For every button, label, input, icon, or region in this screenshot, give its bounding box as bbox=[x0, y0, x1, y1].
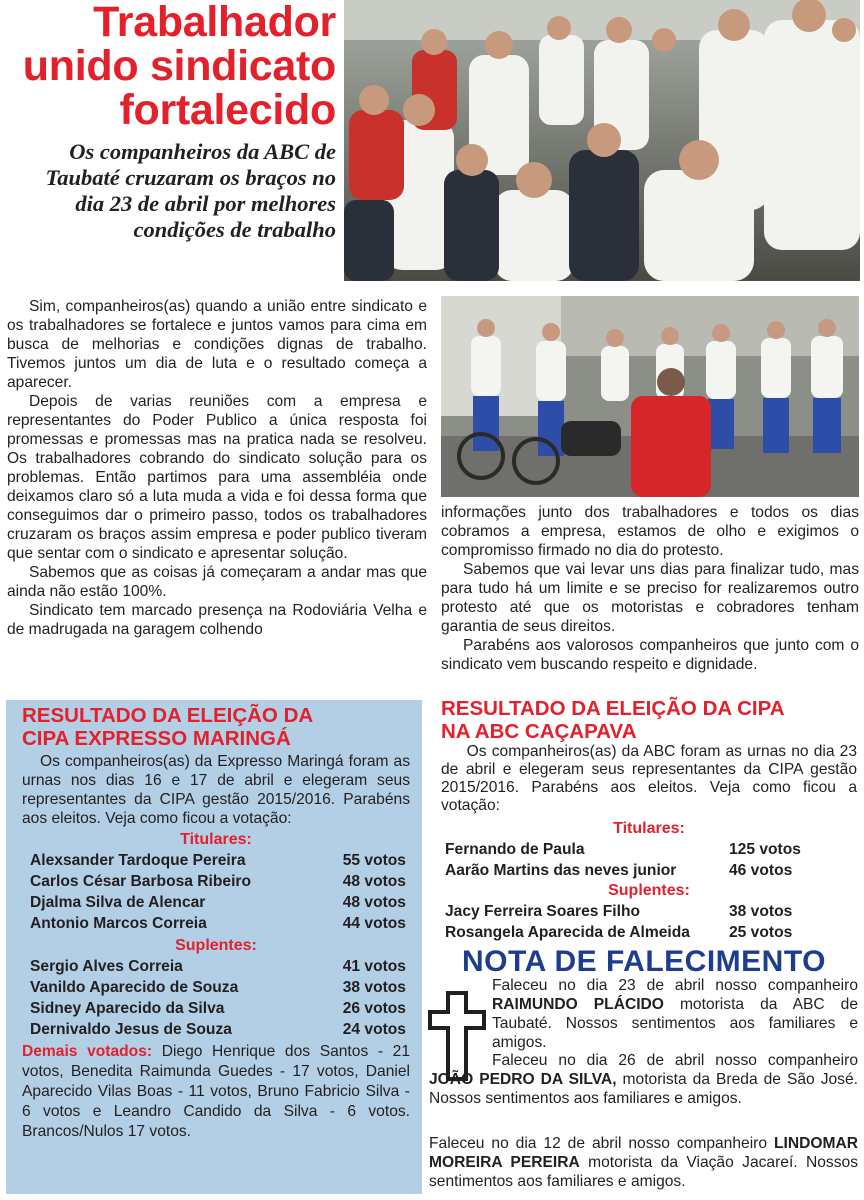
obituary-title: NOTA DE FALECIMENTO bbox=[462, 945, 826, 978]
article-paragraph: informações junto dos trabalhadores e todos os dias cobramos a empresa, estamos de olho e exigimos o compromisso firmado no dia do protesto. bbox=[441, 504, 859, 559]
cipa-maringa-box bbox=[6, 700, 422, 1194]
article-paragraph: Sim, companheiros(as) quando a união entre sindicato e os trabalhadores se fortalece e juntos vamos para cima em busca de melhorias e condições dignas de trabalho. Tivemos juntos um dia de luta e o resultado começa a aparecer. bbox=[7, 298, 427, 391]
article-paragraph: Sabemos que as coisas já começaram a andar mas que ainda não estão 100%. bbox=[7, 564, 427, 600]
titulares-label: Titulares: bbox=[180, 831, 252, 848]
titulares-label: Titulares: bbox=[613, 820, 685, 837]
cipa-maringa-title-line-2: CIPA EXPRESSO MARINGÁ bbox=[22, 727, 291, 750]
article-paragraph: Parabéns aos valorosos companheiros que junto com o sindicato vem buscando respeito e dignidade. bbox=[441, 637, 859, 673]
demais-votados bbox=[22, 1042, 410, 1142]
vote-row: Antonio Marcos Correia 44 votos bbox=[30, 915, 406, 932]
article-paragraph: Depois de varias reuniões com a empresa e representantes do Poder Publico a única resposta foi promessas e promessas mas na pratica nada se resolveu. Os trabalhadores cobrando do sindicato solução para os problemas. Então partimos para uma assembléia onde deixamos claro só a luta muda a vida e foi dessa forma que conseguimos dar o primeiro passo, todos os trabalhadores cruzaram os braços assim empresa e poder publico tiveram que sentar com o sindicato e apresentar solução. bbox=[7, 393, 427, 562]
vote-row: Carlos César Barbosa Ribeiro 48 votos bbox=[30, 873, 406, 890]
vote-row: Dernivaldo Jesus de Souza 24 votos bbox=[30, 1021, 406, 1038]
suplentes-label: Suplentes: bbox=[175, 937, 257, 954]
demais-votados-text: Diego Henrique dos Santos - 21 votos, Benedita Raimunda Guedes - 17 votos, Daniel Aparecido Vilas Boas - 11 votos, Bruno Fabricio Silva - 6 votos e Leandro Candido da Silva - 6 votos. Brancos/Nulos 17 votos. bbox=[22, 1043, 410, 1140]
demais-votados-label: Demais votados: bbox=[22, 1043, 153, 1060]
headline-line-3: fortalecido bbox=[119, 86, 336, 134]
cipa-maringa-title-line-1: RESULTADO DA ELEIÇÃO DA bbox=[22, 704, 314, 727]
subheadline: Os companheiros da ABC de Taubaté cruzaram os braços no dia 23 de abril por melhores condições de trabalho bbox=[45, 139, 336, 242]
vote-row: Jacy Ferreira Soares Filho 38 votos bbox=[445, 903, 793, 920]
article-column-2 bbox=[441, 503, 859, 674]
photo-protest-garage bbox=[441, 296, 859, 497]
vote-row: Aarão Martins das neves junior 46 votos bbox=[445, 862, 793, 879]
suplentes-label: Suplentes: bbox=[608, 882, 690, 899]
obituary-item-1: Faleceu no dia 23 de abril nosso companheiro RAIMUNDO PLÁCIDO motorista da ABC de Taubaté. Nossos sentimentos aos familiares e amigos. bbox=[492, 977, 858, 1051]
vote-row: Djalma Silva de Alencar 48 votos bbox=[30, 894, 406, 911]
vote-row: Fernando de Paula 125 votos bbox=[445, 841, 801, 858]
vote-row: Sidney Aparecido da Silva 26 votos bbox=[30, 1000, 406, 1017]
article-column-1 bbox=[7, 297, 427, 691]
headline bbox=[0, 0, 336, 132]
cipa-maringa-intro: Os companheiros(as) da Expresso Maringá foram as urnas nos dias 16 e 17 de abril e elegeram seus representantes da CIPA gestão 2015/2016. Parabéns aos eleitos. Veja como ficou a votação: bbox=[22, 753, 410, 827]
headline-line-2: unido sindicato bbox=[22, 42, 336, 90]
vote-row: Vanildo Aparecido de Souza 38 votos bbox=[30, 979, 406, 996]
article-paragraph: Sabemos que vai levar uns dias para finalizar tudo, mas para tudo há um limite e se preciso for realizaremos outro protesto até que os motoristas e cobradores tenham garantia de seus direitos. bbox=[441, 561, 859, 635]
article-paragraph: Sindicato tem marcado presença na Rodoviária Velha e de madrugada na garagem colhendo bbox=[7, 602, 427, 638]
obituary-item-2: Faleceu no dia 26 de abril nosso companheiro JOÃO PEDRO DA SILVA, motorista da Breda de São José. Nossos sentimentos aos familiares e amigos. bbox=[429, 1052, 858, 1107]
vote-row: Sergio Alves Correia 41 votos bbox=[30, 958, 406, 975]
cipa-cacapava-title-line-1: RESULTADO DA ELEIÇÃO DA CIPA bbox=[441, 697, 785, 720]
cipa-cacapava-intro: Os companheiros(as) da ABC foram as urnas no dia 23 de abril e elegeram seus representantes da CIPA gestão 2015/2016. Parabéns aos eleitos. Veja como ficou a votação: bbox=[441, 743, 857, 814]
headline-line-1: Trabalhador bbox=[93, 0, 336, 46]
vote-row: Alexsander Tardoque Pereira 55 votos bbox=[30, 852, 406, 869]
photo-workers-assembly bbox=[344, 0, 860, 281]
cipa-cacapava-section bbox=[441, 697, 857, 943]
obituary-item-3: Faleceu no dia 12 de abril nosso companheiro LINDOMAR MOREIRA PEREIRA motorista da Viação Jacareí. Nossos sentimentos aos familiares e amigos. bbox=[429, 1135, 858, 1190]
cipa-cacapava-title-line-2: NA ABC CAÇAPAVA bbox=[441, 720, 637, 743]
vote-row: Rosangela Aparecida de Almeida 25 votos bbox=[445, 924, 793, 941]
